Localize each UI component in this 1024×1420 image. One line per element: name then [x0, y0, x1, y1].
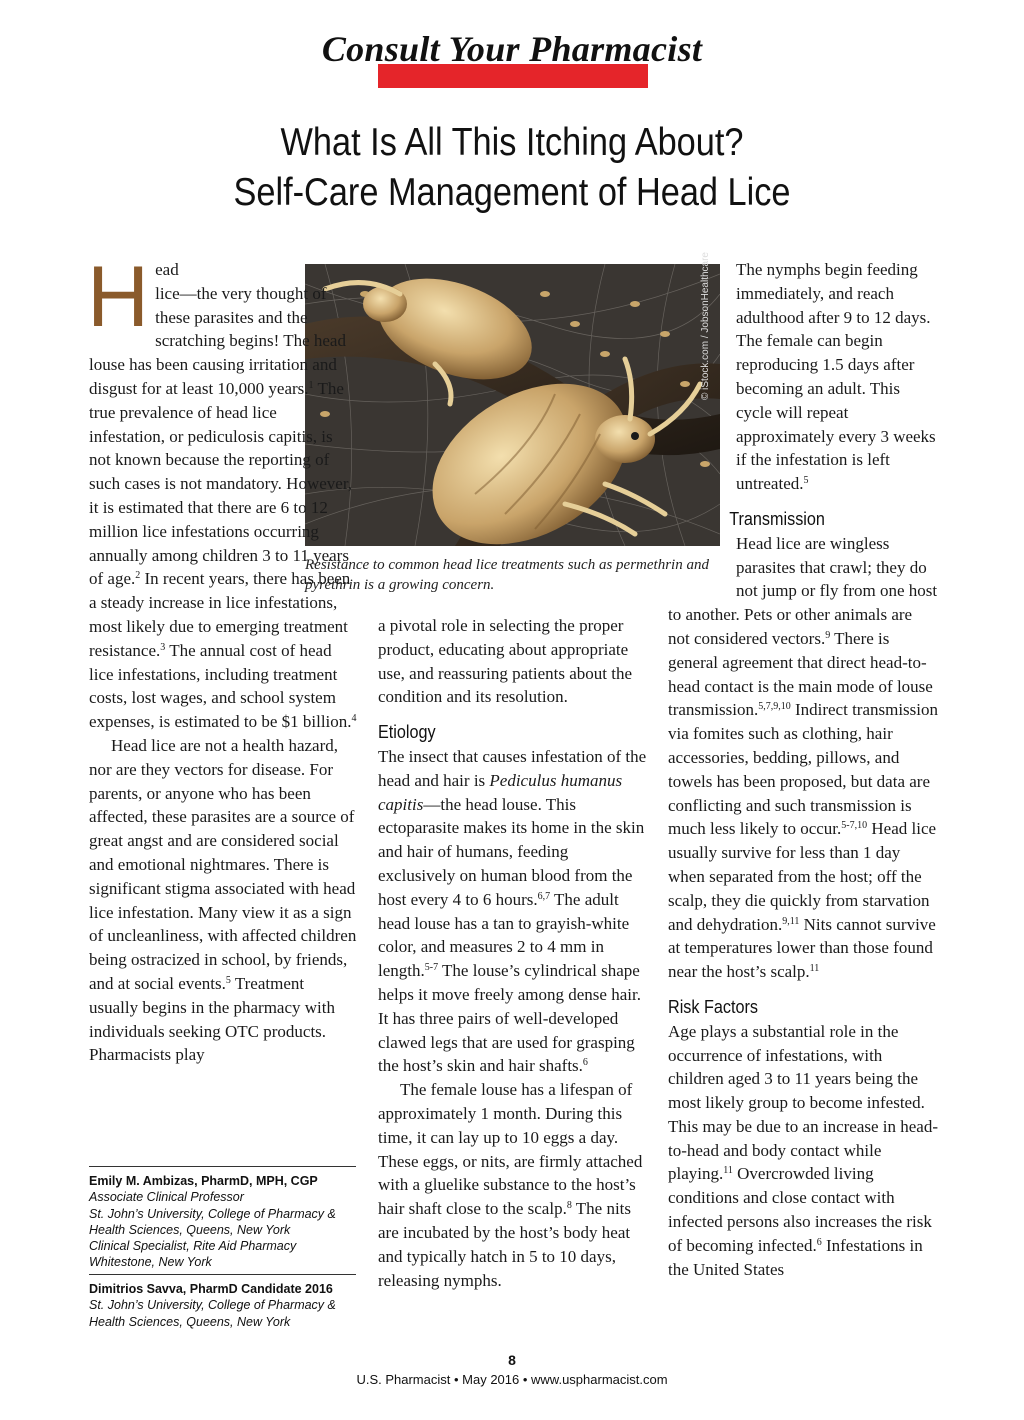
- body-paragraph: The nymphs begin feeding immediately, and reach adulthood after 9 to 12 days. The female can begin reproducing 1.5 days after becoming an adult. This cycle will repeat approximately every 3 weeks if the infestation is left untreated.$^5$: [736, 260, 936, 494]
- author-affiliation: Associate Clinical Professor: [89, 1190, 244, 1205]
- author-affiliation: St. John’s University, College of Pharmacy & Health Sciences, Queens, New York: [89, 1298, 336, 1329]
- publication-line: U.S. Pharmacist • May 2016 • www.uspharmacist.com: [356, 1372, 668, 1387]
- etiology-heading: Etiology: [378, 722, 436, 743]
- column-1: [87, 249, 357, 1067]
- head-lice-illustration: [305, 264, 720, 546]
- image-credit: © iStock.com / JobsonHealthcare: [700, 252, 711, 400]
- author-box-2: [89, 1274, 356, 1330]
- headline-line-1: What Is All This Itching About?: [280, 121, 744, 164]
- author-name: Emily M. Ambizas, PharmD, MPH, CGP: [89, 1174, 318, 1188]
- transmission-heading: Transmission: [729, 508, 825, 529]
- section-title: Consult Your Pharmacist: [321, 29, 703, 69]
- column-3: [668, 258, 938, 1281]
- page-footer: [0, 1350, 1024, 1390]
- figure-caption: Resistance to common head lice treatments such as permethrin and pyrethrin is a growing concern.: [305, 557, 709, 593]
- body-paragraph: The insect that causes infestation of the head and hair is Pediculus humanus capitis—the head louse. This ectoparasite makes its home in the skin and hair of humans, feeding exclusively on human blood from the host every 4 to 6 hours.$^{6,7}$ The adult head louse has a tan to grayish-white color, and measures 2 to 4 mm in length.$^{5-7}$ The louse’s cylindrical shape helps it move freely among dense hair. It has three pairs of well-developed clawed legs that are used for grasping the host’s skin and hair shafts.$^6$: [378, 746, 647, 1076]
- intro-paragraph: Head lice—the very thought of these parasites and the scratching begins! The head louse has been causing irritation and disgust for at least 10,000 years.$^1$ The true prevalence of head lice infestation, or pediculosis capitis, is not known because the reporting of such cases is not mandatory. However, it is estimated that there are 6 to 12 million lice infestations occurring annually among children 3 to 11 years of age.$^2$ In recent years, there has been a steady increase in lice infestations, most likely due to emerging treatment resistance.$^3$ The annual cost of head lice infestations, including treatment costs, lost wages, and school system expenses, is estimated to be $1 billion.$^4$: [87, 249, 357, 732]
- column-2: [378, 614, 648, 1292]
- article-headline: [61, 118, 962, 218]
- author-box-1: [89, 1166, 356, 1271]
- body-paragraph: Age plays a substantial role in the occurrence of infestations, with children aged 3 to 11 years being the most likely group to become infested. This may be due to an increase in head-to-head and body contact while playing.$^{11}$ Overcrowded living conditions and close contact with infected persons also increases the risk of becoming infected.$^6$ Infestations in the United States: [668, 1021, 939, 1279]
- drop-cap: H: [87, 249, 150, 345]
- body-paragraph: The female louse has a lifespan of approximately 1 month. During this time, it can lay up to 10 eggs a day. These eggs, or nits, are firmly attached with a gluelike substance to the host’s hair shaft close to the scalp.$^8$ The nits are incubated by the host’s body heat and typically hatch in 5 to 10 days, releasing nymphs.: [378, 1080, 643, 1290]
- page-number: 8: [508, 1352, 516, 1368]
- risk-factors-heading: Risk Factors: [668, 996, 759, 1017]
- author-affiliation: Clinical Specialist, Rite Aid Pharmacy Whitestone, New York: [89, 1239, 297, 1270]
- author-affiliation: St. John’s University, College of Pharmacy & Health Sciences, Queens, New York: [89, 1206, 336, 1237]
- body-paragraph: Head lice are wingless parasites that crawl; they do not jump or fly from one host to another. Pets or other animals are not considered vectors.$^9$ There is general agreement that direct head-to-head contact is the main mode of louse transmission.$^{5,7,9,10}$ Indirect transmission via fomites such as clothing, hair accessories, bedding, pillows, and towels has been proposed, but data are conflicting and such transmission is much less likely to occur.$^{5-7,10}$ Head lice usually survive for less than 1 day when separated from the host; off the scalp, they die quickly from starvation and dehydration.$^{9,11}$ Nits cannot survive at temperatures lower than those found near the host’s scalp.$^{11}$: [668, 533, 939, 982]
- body-paragraph: Head lice are not a health hazard, nor are they vectors for disease. For parents, or anyone who has been affected, these parasites are a source of great angst and are considered social and emotional nightmares. There is significant stigma associated with head lice infestation. Many view it as a sign of uncleanliness, with affected children being ostracized in school, by friends, and at social events.$^5$ Treatment usually begins in the pharmacy with individuals seeking OTC products. Pharmacists play: [89, 735, 357, 1065]
- body-paragraph: a pivotal role in selecting the proper product, educating about appropriate use, and reassuring patients about the condition and its resolution.: [378, 616, 632, 707]
- headline-line-2: Self-Care Management of Head Lice: [233, 171, 791, 214]
- author-name: Dimitrios Savva, PharmD Candidate 2016: [89, 1282, 333, 1296]
